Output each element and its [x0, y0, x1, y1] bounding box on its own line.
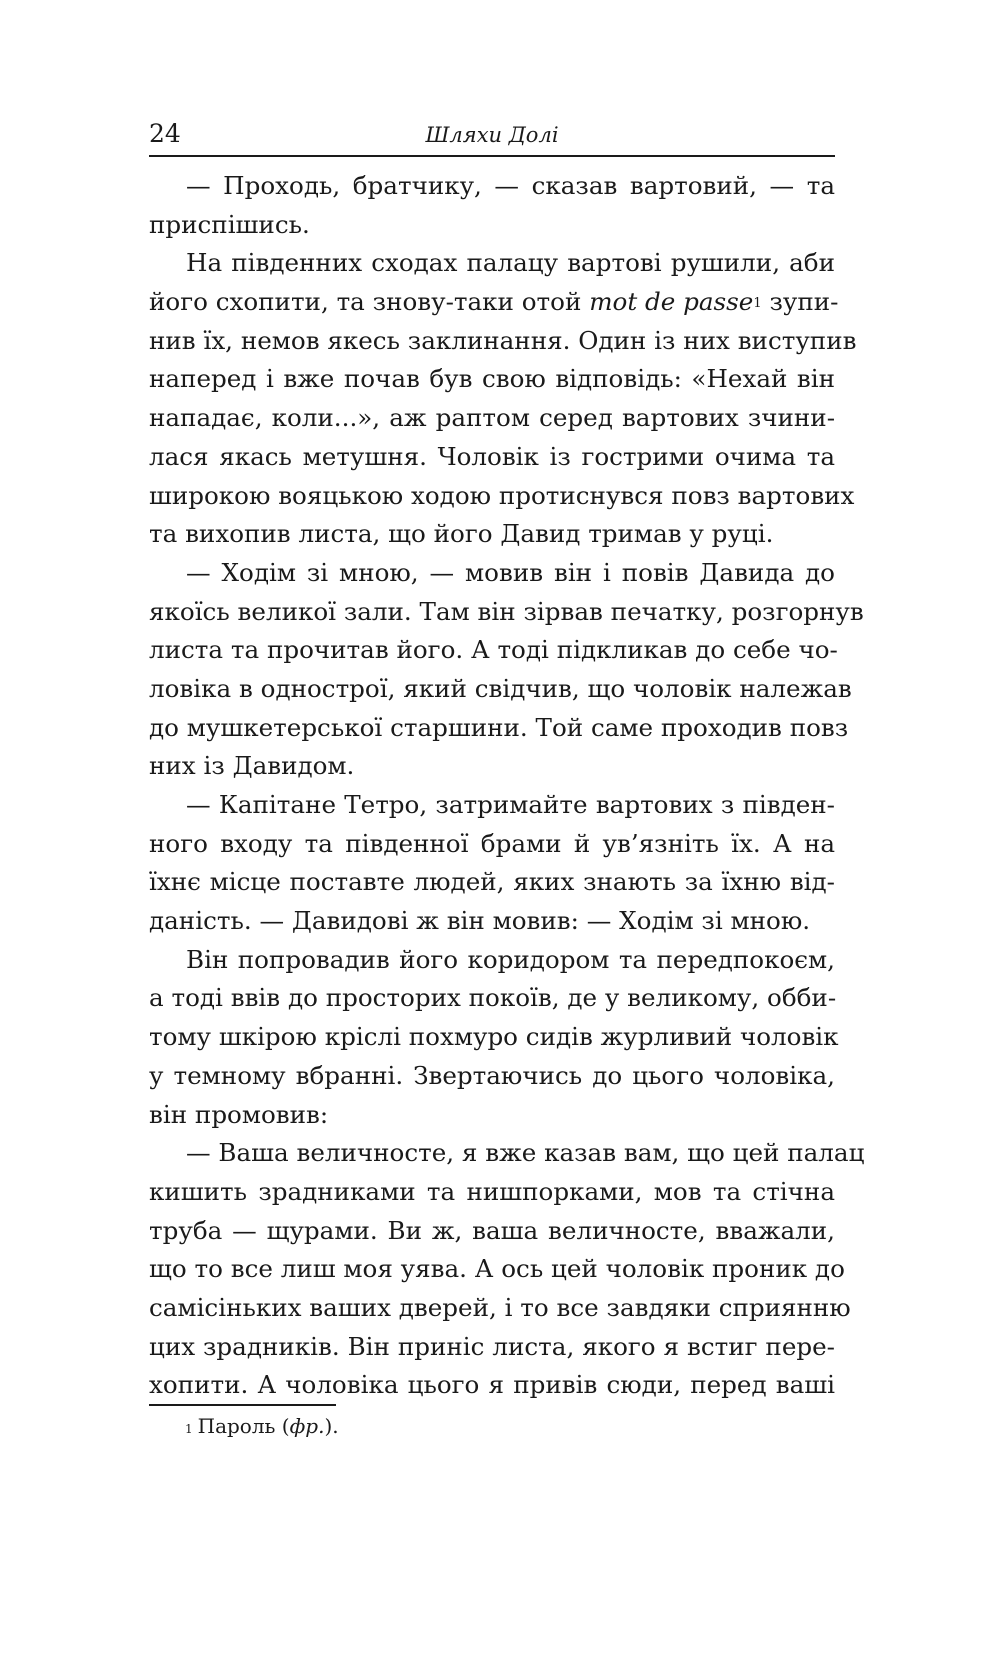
text-line: — Проходь, братчику, — сказав вартовий, — та — [186, 171, 835, 200]
text-line: до мушкетерської старшини. Той саме проходив повз — [149, 712, 849, 742]
text-line: труба — щурами. Ви ж, ваша величносте, вважали, — [149, 1215, 835, 1245]
text-line: цих зрадників. Він приніс листа, якого я встиг пере- — [149, 1331, 835, 1361]
text-line: На південних сходах палацу вартові рушили, аби — [186, 248, 835, 278]
footnote-divider — [149, 1404, 336, 1406]
text-line: ного входу та південної брами й ув’язніть їх. А на — [149, 828, 835, 858]
text-line: він промовив: — [149, 1099, 329, 1129]
page-number: 24 — [149, 119, 181, 148]
text-line: — Капітане Тетро, затримайте вартових з півден- — [186, 790, 835, 819]
text-line: якоїсь великої зали. Там він зірвав печатку, розгорнув — [149, 596, 864, 626]
footnote-text: Пароль ( — [197, 1414, 290, 1438]
text-line: — Ходім зі мною, — мовив він і повів Давида до — [186, 557, 835, 587]
running-header — [149, 117, 835, 157]
text-line: нападає, коли...», аж раптом серед вартових зчини- — [149, 403, 835, 433]
text-line-with-footnote — [149, 283, 839, 322]
text-fragment: його схопити, та знову-таки отой — [149, 287, 582, 317]
text-line: кишить зрадниками та нишпорками, мов та стічна — [149, 1176, 835, 1206]
foreign-phrase: mot de passe — [589, 287, 754, 317]
text-line: хопити. А чоловіка цього я привів сюди, перед ваші — [149, 1370, 835, 1400]
text-line: — Ваша величносте, я вже казав вам, що цей палац — [186, 1138, 865, 1168]
footnote-number: 1 — [185, 1422, 193, 1436]
text-fragment: зупи- — [769, 287, 839, 317]
text-line: ловіка в однострої, який свідчив, що чоловік належав — [149, 673, 852, 703]
text-line: а тоді ввів до просторих покоїв, де у великому, обби- — [149, 983, 837, 1013]
text-line: тому шкірою кріслі похмуро сидів журливий чоловік — [149, 1022, 839, 1052]
text-line: Він попровадив його коридором та передпокоєм, — [186, 944, 835, 974]
text-line: що то все лиш моя уява. А ось цей чоловік проник до — [149, 1254, 845, 1284]
text-line: у темному вбранні. Звертаючись до цього чоловіка, — [149, 1060, 835, 1090]
running-title: Шляхи Долі — [425, 123, 559, 147]
text-line: приспішись. — [149, 209, 310, 239]
text-line: та вихопив листа, що його Давид тримав у руці. — [149, 519, 774, 549]
text-line: даність. — Давидові ж він мовив: — Ходім зі мною. — [149, 906, 811, 936]
text-line: нив їх, немов якесь заклинання. Один із них виступив — [149, 325, 857, 355]
text-line: широкою вояцькою ходою протиснувся повз вартових — [149, 480, 855, 510]
text-line: листа та прочитав його. А тоді підкликав до себе чо- — [149, 635, 838, 665]
text-line: наперед і вже почав був свою відповідь: «Нехай він — [149, 364, 835, 394]
footnote-abbreviation: фр. — [289, 1414, 325, 1438]
footnote-text-end: ). — [324, 1414, 339, 1438]
footnote-reference[interactable]: 1 — [753, 296, 762, 312]
footnote — [185, 1411, 339, 1441]
text-line: самісіньких ваших дверей, і то все завдяки сприянню — [149, 1292, 851, 1322]
body-text — [149, 167, 865, 1405]
text-line: них із Давидом. — [149, 751, 355, 781]
text-line: лася якась метушня. Чоловік із гострими очима та — [149, 441, 835, 471]
text-line: їхнє місце поставте людей, яких знають за їхню від- — [149, 867, 835, 897]
